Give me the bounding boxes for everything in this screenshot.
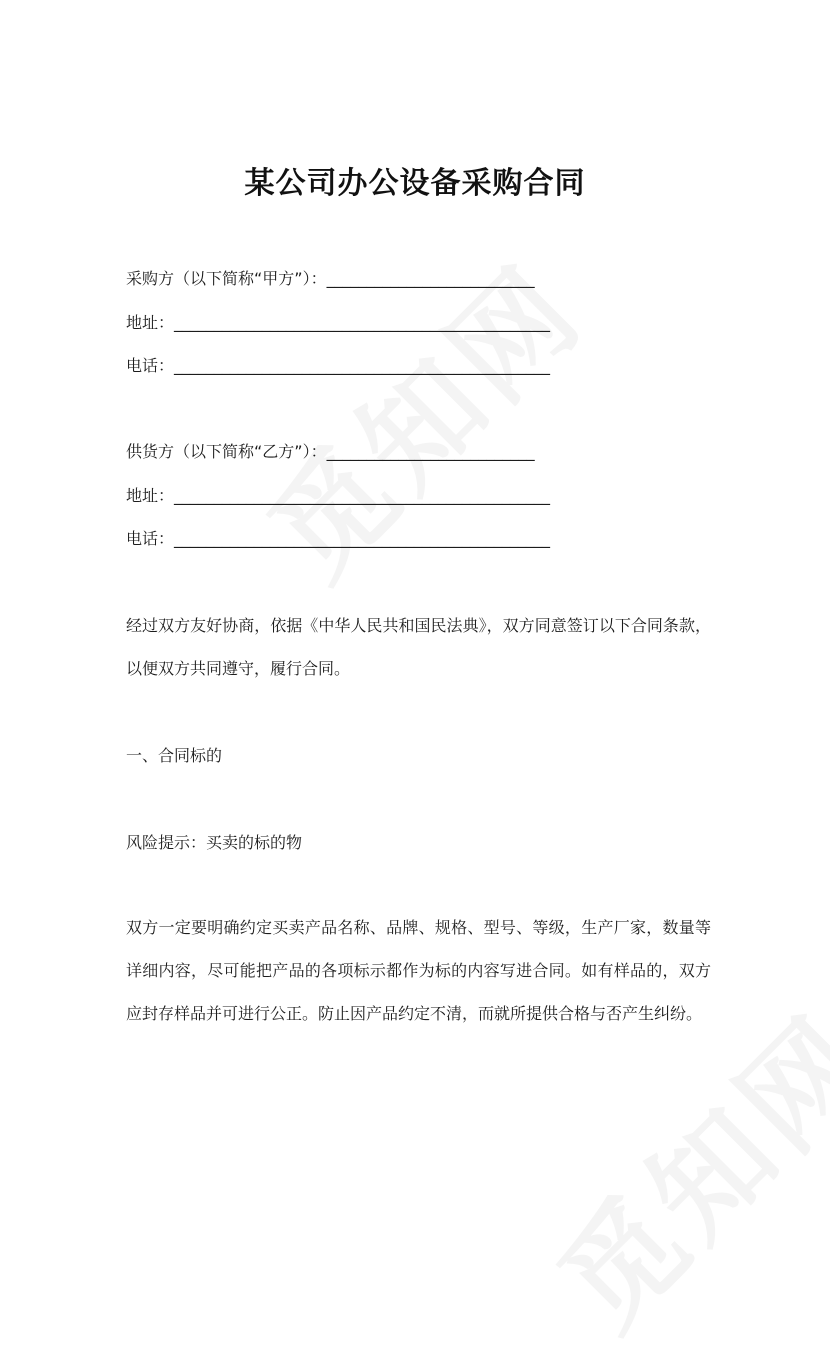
party-b-address-blank: _______________________________________________ <box>174 486 551 505</box>
party-b-label: 供货方（以下简称“乙方”）： <box>126 442 327 461</box>
document-title: 某公司办公设备采购合同 <box>244 166 586 201</box>
risk-tip: 风险提示：买卖的标的物 <box>126 833 303 852</box>
party-a-line <box>126 268 535 290</box>
party-a-address-blank: _______________________________________________ <box>174 313 551 332</box>
party-b-address-label: 地址： <box>126 486 175 505</box>
party-a-label: 采购方（以下简称“甲方”）： <box>126 269 327 288</box>
party-b-phone-label: 电话： <box>126 529 175 548</box>
body-paragraph: 双方一定要明确约定买卖产品名称、品牌、规格、型号、等级，生产厂家，数量等详细内容，尽可能把产品的各项标示都作为标的内容写进合同。如有样品的，双方应封存样品并可进行公正。防止因产品约定不清，而就所提供合格与否产生纠纷。 <box>126 918 711 1023</box>
party-b-blank: __________________________ <box>326 442 535 461</box>
party-a-phone-blank: _______________________________________________ <box>174 356 551 375</box>
party-b-phone-blank: _______________________________________________ <box>174 529 551 548</box>
party-b-line <box>126 441 535 463</box>
party-b-phone-line <box>126 528 550 550</box>
party-a-phone-line <box>126 355 550 377</box>
party-a-blank: __________________________ <box>326 269 535 288</box>
section-heading: 一、合同标的 <box>126 746 223 765</box>
party-a-address-line <box>126 312 550 334</box>
party-b-address-line <box>126 485 550 507</box>
party-a-address-label: 地址： <box>126 313 175 332</box>
party-a-phone-label: 电话： <box>126 356 175 375</box>
intro-paragraph: 经过双方友好协商，依据《中华人民共和国民法典》，双方同意签订以下合同条款，以便双方共同遵守，履行合同。 <box>126 616 711 678</box>
